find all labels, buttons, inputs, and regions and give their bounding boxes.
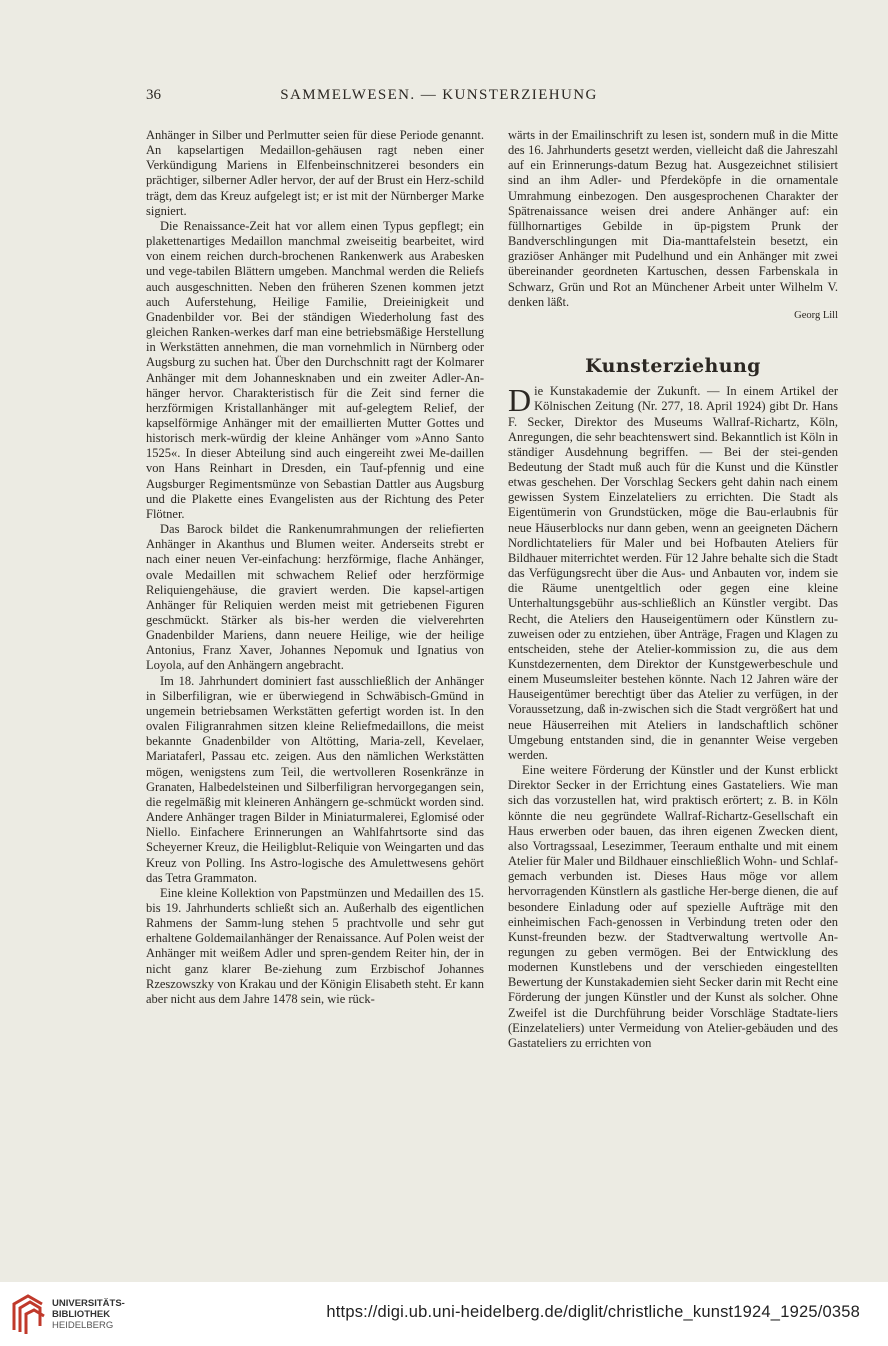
paragraph: [508, 384, 838, 763]
paragraph-text: ie Kunstakademie der Zukunft. — In einem Artikel der Kölnischen Zeitung (Nr. 277, 18. April 1924) gibt Dr. Hans F. Secker, Direktor des Museums Wallraf-Richartz, Köln, Anregungen, die sehr beachtenswert sind. Bekanntlich ist Köln in ständiger Ausdehnung begriffen. — Bei der stei-genden Bedeutung der Stadt muß auch für die Kunst und die Künstler etwas geschehen. Der Vorschlag Seckers geht dahin nach einem gewissen System Einzelateliers zu errichten. Die Stadt als Eigentümerin von Grundstücken, möge die Bau-erlaubnis für neue Häuserblocks nur dann geben, wenn an geeigneten Dächern Nordlichtateliers für Maler und bei Hofbauten Ateliers für Bildhauer miterrichtet werden. Für 12 Jahre behalte sich die Stadt das Verfügungsrecht über die Aus- und Anbauten vor, indem sie die Räume unentgeltlich oder gegen eine kleine Unterhaltungsgebühr aus-schließlich an Künstler vergibt. Das Recht, die Ateliers den Hauseigentümern oder Künstlern zu-zuweisen oder zu entziehen, über Anträge, Fragen und Klagen zu entscheiden, stehe der Atelier-kommission zu, die aus dem Kunstdezernenten, dem Direktor der Kunstgewerbeschule und einem Museumsleiter bestehen könnte. Nach 12 Jahren wäre der Hauseigentümer berechtigt über das Atelier zu verfügen, in der Voraussetzung, daß in-zwischen sich die Stadt vergrößert hat und neue Häuserreihen mit Ateliers in landschaftlich schöner Umgebung entstanden sind, die in genannter Weise vergeben werden.: [508, 384, 838, 762]
library-logo-icon: [8, 1290, 50, 1338]
paragraph: Das Barock bildet die Rankenumrahmungen der reliefierten Anhänger in Akanthus und Blumen weiter. Anderseits strebt er nach einer neuen Ver-einfachung: herzförmige, flache Anhänger, ovale Medaillen mit schwachem Relief oder herzförmige Reliquiengehäuse, die graviert werden. Die kapsel-artigen Anhänger für Reliquien werden meist mit getriebenen Figuren geschmückt. Stärker als bis-her werden die vielverehrten Gnadenbilder Mariens, dann neuere Heilige, wie der heilige Antonius, Franz Xaver, Johannes Nepomuk und Ignatius von Loyola, auf den Anhängern angebracht.: [146, 522, 484, 673]
drop-cap: D: [508, 382, 532, 419]
paragraph: Eine weitere Förderung der Künstler und der Kunst erblickt Direktor Secker in der Errichtung eines Gastateliers. Wie man sich das vorzustellen hat, wird praktisch erörtert; z. B. in Köln könnte die neu gegründete Wallraf-Richartz-Gesellschaft ein Haus erwerben oder bauen, das ihren eigenen Zwecken dient, also Vortragssaal, Lesezimmer, Teeraum enthalte und mit einem Atelier für Maler und Bildhauer einschließlich Wohn- und Schlaf-gemach verbunden ist. Dieses Haus möge vor allem hervorragenden Künstlern als gastliche Her-berge dienen, die auf besondere Einladung oder auf spezielle Aufträge mit den einheimischen Fach-genossen in Verbindung treten oder den Kunst-freunden bezw. der Stadtverwaltung wertvolle An-regungen zu geben vermögen. Bei der Entwicklung des modernen Kunstlebens und der verschieden eingestellten Bewertung der Kunstakademien sieht Secker darin mit Recht eine Förderung der jungen Künstler und der Kunst als solcher. Ohne Zweifel ist die Durchführung beider Vorschläge Stadtate-liers (Einzelateliers) unter Vermeidung von Atelier-gebäuden und des Gastateliers zu errichten von: [508, 763, 838, 1050]
library-name: UNIVERSITÄTS- BIBLIOTHEK HEIDELBERG: [52, 1298, 125, 1331]
page-header: [146, 87, 732, 107]
author-signature: Georg Lill: [794, 309, 838, 321]
page-number: 36: [146, 87, 161, 103]
right-column: [508, 128, 838, 1051]
viewer-footer: [0, 1282, 888, 1346]
paragraph: Eine kleine Kollektion von Papstmünzen und Medaillen des 15. bis 19. Jahrhunderts schließt sich an. Außerhalb des eigentlichen Rahmens der Samm-lung stehen 5 prachtvolle und sehr gut erhaltene Goldemailanhänger der Renaissance. Auf Polen weist der Anhänger mit weißem Adler und spren-gendem Reiter hin, der in nicht ganz klarer Be-ziehung zum Erzbischof Johannes Rzeszowszky von Krakau und der Königin Elisabeth steht. Er kann aber nicht aus dem Jahre 1478 sein, wie rück-: [146, 885, 484, 1006]
section-title: Kunsterziehung: [585, 355, 761, 378]
paragraph: Die Renaissance-Zeit hat vor allem einen Typus gepflegt; ein plakettenartiges Medaillon manchmal zweiseitig bearbeitet, wird von einem reichen durch-brochenen Rankenwerk aus Arabesken und vege-tabilen Blättern umgeben. Manchmal werden die Reliefs auch ausgeschnitten. Neben den früheren Szenen kommen jetzt auch Auferstehung, Heilige Familie, Dreieinigkeit und Gnadenbilder vor. Bei der ständigen Wiederholung fast des gleichen Ranken-werkes darf man eine betriebsmäßige Herstellung in Werkstätten annehmen, die man vornehmlich in Nürnberg oder Augsburg zu suchen hat. Über den Durchschnitt ragt der Kolmarer Anhänger mit dem Johannesknaben und ein zweiter Adler-An-hänger hervor. Charakteristisch für die Zeit sind ferner die herzförmigen Kristallanhänger mit auf-gelegtem Relief, der kapselförmige Anhänger mit der emaillierten Mutter Gottes und historisch merk-würdig der kleine Anhänger vom »Anno Santo 1525«. In dieser Abteilung sind auch eingereiht zwei Me-daillen von Hans Reinhart in Dresden, ein Tauf-pfennig und eine Augsburger Regimentsmünze von Sebastian Dattler aus Augsburg und die Plakette eines Evangelisten aus der Richtung des Peter Flötner.: [146, 218, 484, 521]
paragraph: wärts in der Emailinschrift zu lesen ist, sondern muß in die Mitte des 16. Jahrhunderts gesetzt werden, vielleicht daß die Jahreszahl auf ein Erinnerungs-datum Bezug hat. Ausgezeichnet stilisiert sind an ihm Adler- und Pferdeköpfe in die ornamentale Umrahmung einbezogen. Den ausgesprochenen Charakter der Spätrenaissance weisen drei andere Anhänger auf: ein füllhornartiges Gebilde in üp-pigstem Prunk der Bandverschlingungen mit Dia-manttafelstein besetzt, ein graziöser Anhänger mit Pudelhund und ein Anhänger mit zwei übereinander geordneten Kartuschen, dessen Farbenskala in Schwarz, Grün und Rot an Münchener Arbeit unter Wilhelm V. denken läßt.: [508, 128, 838, 309]
running-head: SAMMELWESEN. — KUNSTERZIEHUNG: [280, 87, 598, 103]
paragraph: Anhänger in Silber und Perlmutter seien für diese Periode genannt. An kapselartigen Medaillon-gehäusen ragt neben einer Verkündigung Mariens in Elfenbeinschnitzerei besonders ein prächtiger, silberner Adler hervor, der auf der Brust ein Herz-schild trägt, dem das Kreuz aufgelegt ist; er ist mit der Nürnberger Marke signiert.: [146, 128, 484, 218]
permalink-url[interactable]: https://digi.ub.uni-heidelberg.de/diglit/christliche_kunst1924_1925/0358: [326, 1303, 860, 1321]
left-column: [146, 128, 484, 1007]
paragraph: Im 18. Jahrhundert dominiert fast ausschließlich der Anhänger in Silberfiligran, wie er überwiegend in Schwäbisch-Gmünd in ungemein betriebsamen Werkstätten gefertigt worden ist. In den ovalen Filigranrahmen sitzen kleine Reliefmedaillons, die meist bekannte Gnadenbilder von Altötting, Maria-zell, Kevelaer, Mariataferl, Passau etc. zeigen. Aus den nämlichen Werkstätten mögen, wenigstens zum Teil, die wertvolleren Rosenkränze in Granaten, Halbedelsteinen und Silberfiligran hervorgegangen sein, die regelmäßig mit kleineren Anhängern ge-schmückt worden sind. Andere Anhänger tragen Bilder in Miniaturmalerei, Eglomisé oder Niello. Einfachere Erinnerungen an Wahlfahrtsorte sind das Scheyerner Kreuz, die Heiligblut-Reliquie von Weingarten und das Kreuz von Polling. Ins Astro-logische des Amulettwesens gehört das Tetra Grammaton.: [146, 673, 484, 885]
